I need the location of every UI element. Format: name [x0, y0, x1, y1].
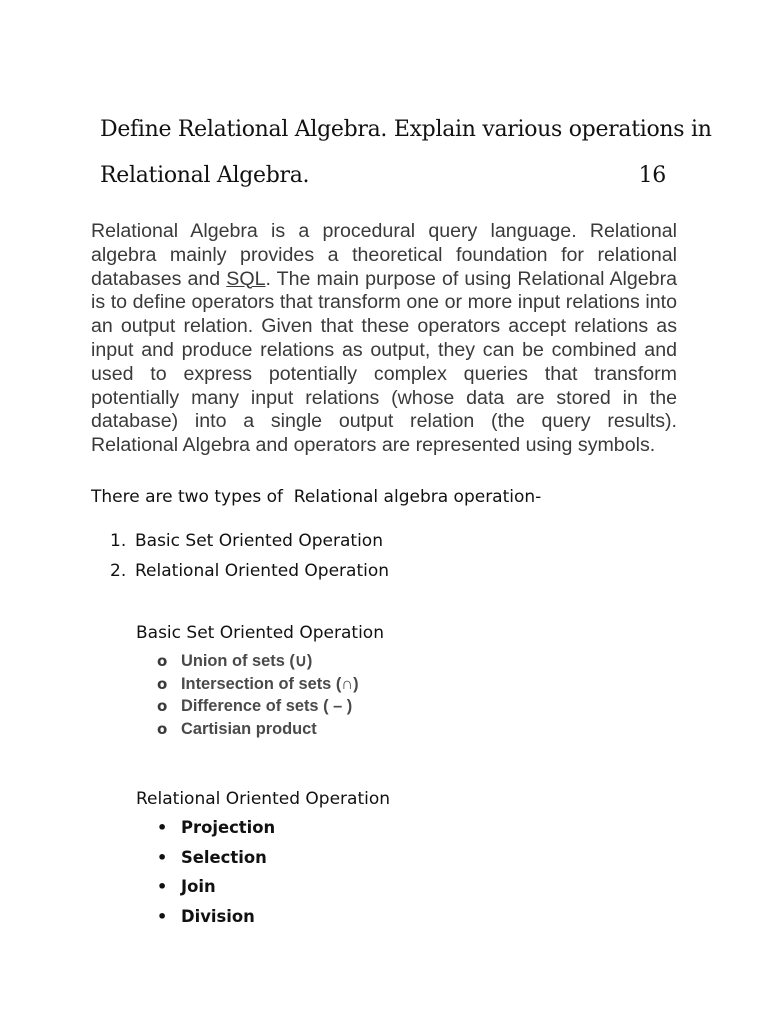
intro-paragraph — [91, 220, 677, 458]
list-item — [157, 816, 275, 846]
question-line-2 — [100, 153, 670, 199]
list-item-label: Basic Set Oriented Operation — [135, 531, 383, 551]
list-item — [157, 695, 359, 718]
list-item-label: Union of sets (∪) — [181, 652, 313, 670]
list-item-number: 1. — [110, 531, 127, 551]
dot-bullet-icon: • — [157, 906, 168, 926]
relational-operations-list — [157, 816, 275, 934]
dot-bullet-icon: • — [157, 847, 168, 867]
list-item-label: Projection — [181, 818, 276, 837]
operation-types-list — [110, 528, 389, 588]
list-item-label: Relational Oriented Operation — [135, 561, 390, 581]
circle-bullet-icon: o — [157, 652, 168, 670]
set-operations-list — [157, 650, 359, 740]
list-item — [110, 528, 389, 558]
list-item — [110, 558, 389, 588]
intro-text-after-link: . The main purpose of using Relational Algebra is to define operators that transform one or more input relations into an output relation. Given that these operators accept relations as input and produce relations as output, they can be combined and used to express potentially complex queries that transform potentially many input relations (whose data are stored in the database) into a single output relation (the query results). Relational Algebra and operators are represented using symbols. — [91, 267, 677, 457]
list-item-label: Division — [181, 906, 255, 926]
list-item — [157, 875, 275, 905]
list-item — [157, 650, 359, 673]
circle-bullet-icon: o — [157, 697, 168, 715]
set-operations-heading: Basic Set Oriented Operation — [136, 623, 384, 643]
list-item — [157, 846, 275, 876]
question-text-1: Define Relational Algebra. Explain various operations in — [100, 117, 712, 142]
list-item — [157, 718, 359, 741]
question-text-2: Relational Algebra. — [100, 163, 310, 188]
list-item-label: Selection — [181, 847, 267, 867]
list-item-label: Intersection of sets (∩) — [181, 674, 359, 693]
question-line-1 — [100, 107, 712, 153]
list-item-label: Difference of sets ( – ) — [181, 697, 353, 715]
types-intro-line: There are two types of Relational algebra operation- — [91, 487, 542, 507]
list-item-label: Cartisian product — [181, 719, 317, 738]
list-item-label: Join — [181, 877, 216, 896]
question-marks: 16 — [638, 163, 666, 188]
circle-bullet-icon: o — [157, 719, 168, 738]
dot-bullet-icon: • — [157, 818, 168, 837]
sql-link[interactable]: SQL — [226, 267, 266, 290]
list-item — [157, 905, 275, 935]
circle-bullet-icon: o — [157, 674, 168, 693]
intro-text-before-link: Relational Algebra is a procedural query language. Relational algebra mainly provides a theoretical foundation for relational databases and — [91, 220, 677, 290]
relational-operations-heading: Relational Oriented Operation — [136, 789, 391, 809]
question-block — [100, 107, 712, 199]
list-item-number: 2. — [110, 561, 127, 581]
list-item — [157, 673, 359, 696]
dot-bullet-icon: • — [157, 877, 168, 896]
